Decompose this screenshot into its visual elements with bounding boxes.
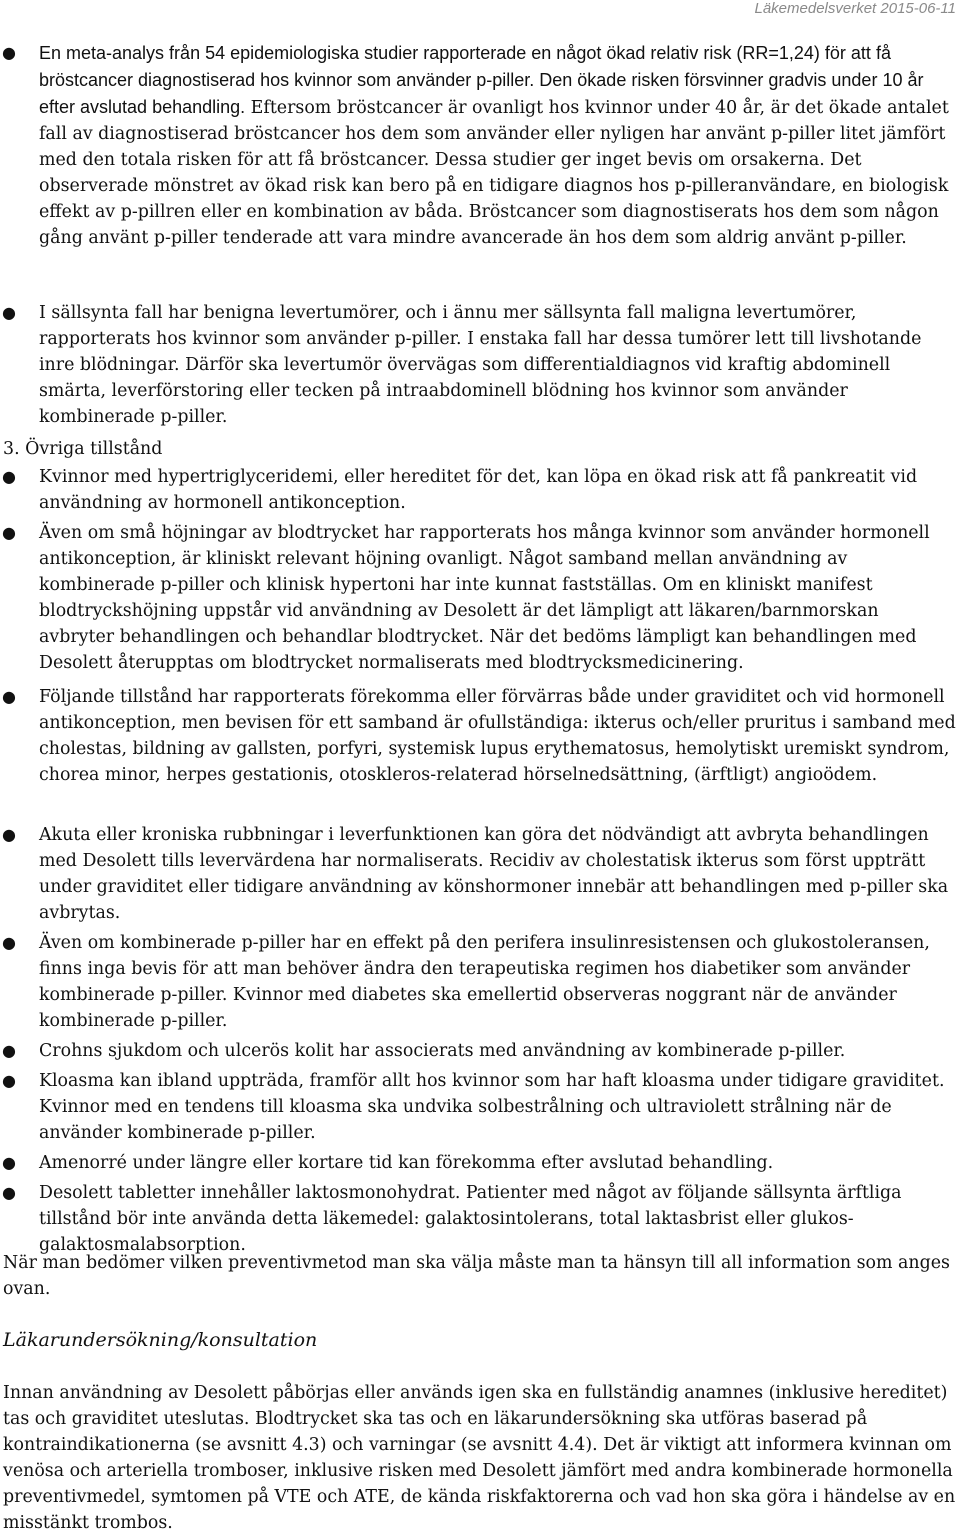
bullet-icon: ● (2, 825, 16, 844)
list-item-text: Även om kombinerade p-piller har en effekt på den perifera insulinresistensen och glukostoleransen, finns inga bevis för att man behöver ändra den terapeutiska regimen hos diabetiker som använder kombinerade p-piller. Kvinnor med diabetes ska emellertid observeras noggrant när de använder kombinerade p-piller. (39, 933, 930, 1031)
bullet-icon: ● (2, 467, 16, 486)
list-item (0, 1068, 960, 1146)
list-item-text-part: En meta-analys från 54 epidemiologiska studier rapporterade en något ökad relativ risk (RR=1,24) för att få bröstcancer diagnostiserad hos kvinnor som använder p-piller. Den ökade risken försvinner gradvis under 10 år efter avslutad behandling. (39, 43, 924, 117)
list-item-text-part: Det observerade mönstret av ökad risk kan bero på en tidigare diagnos hos p-pilleranvändare, en biologisk effekt av p-pillren eller en kombination av båda. Bröstcancer som diagnostiserats hos dem som någon gång använt p-piller tenderade att vara mindre avancerade än hos dem som aldrig använt p-piller. (39, 150, 949, 248)
list-item-text: Amenorré under längre eller kortare tid kan förekomma efter avslutad behandling. (39, 1153, 774, 1173)
list-item-text: I sällsynta fall har benigna levertumörer, och i ännu mer sällsynta fall maligna levertumörer, rapporterats hos kvinnor som använder p-piller. I enstaka fall har dessa tumörer lett till livshotande inre blödningar. Därför ska levertumör övervägas som differentialdiagnos vid kraftig abdominell smärta, leverförstoring eller tecken på intraabdominell blödning hos kvinnor som använder kombinerade p-piller. (39, 303, 922, 427)
list-item (0, 1180, 960, 1258)
list-item-text: Följande tillstånd har rapporterats förekomma eller förvärras både under graviditet och vid hormonell antikonception, men bevisen för ett samband är ofullständiga: ikterus och/eller pruritus i samband med cholestas, bildning av gallsten, porfyri, systemisk lupus erythematosus, hemolytiskt uremiskt syndrom, chorea minor, herpes gestationis, otoskleros-relaterad hörselnedsättning, (ärftligt) angioödem. (39, 687, 956, 785)
list-item (0, 822, 960, 926)
bullet-icon: ● (2, 523, 16, 542)
exam-paragraph: Innan användning av Desolett påbörjas eller används igen ska en fullständig anamnes (inklusive hereditet) tas och graviditet uteslutas. Blodtrycket ska tas och en läkarundersökning ska utföras baserad på kontraindikationerna (se avsnitt 4.3) och varningar (se avsnitt 4.4). Det är viktigt att informera kvinnan om venösa och arteriella tromboser, inklusive risken med Desolett jämfört med andra kombinerade hormonella preventivmedel, symtomen på VTE och ATE, de kända riskfaktorerna och vad hon ska göra i händelse av en misstänkt trombos. (3, 1383, 956, 1533)
list-item (0, 40, 960, 300)
list-item-text: Akuta eller kroniska rubbningar i leverfunktionen kan göra det nödvändigt att avbryta behandlingen med Desolett tills levervärdena har normaliserats. Recidiv av cholestatisk ikterus som först uppträtt under graviditet eller tidigare användning av könshormoner innebär att behandlingen med p-piller ska avbrytas. (39, 825, 949, 923)
list-item-text-part: Eftersom bröstcancer är ovanligt hos kvinnor under 40 år, är det ökade antalet fall av diagnostiserad bröstcancer hos dem som använder eller nyligen har använt p-piller litet jämfört med den totala risken för att få bröstcancer. Dessa studier ger inget bevis om orsakerna. (39, 98, 949, 170)
list-item-text: Kvinnor med hypertriglyceridemi, eller hereditet för det, kan löpa en ökad risk att få pankreatit vid användning av hormonell antikonception. (39, 467, 918, 513)
bullet-icon: ● (2, 43, 16, 62)
page-header-date: Läkemedelsverket 2015-06-11 (754, 0, 956, 17)
list-item (0, 520, 960, 680)
bullet-list-other-conditions (0, 464, 960, 1258)
list-item (0, 930, 960, 1034)
bullet-icon: ● (2, 303, 16, 322)
list-item (0, 684, 960, 818)
section-title-exam: Läkarundersökning/konsultation (3, 1329, 318, 1351)
bullet-list-risks (0, 40, 960, 430)
list-item (0, 464, 960, 516)
list-item (0, 1038, 960, 1064)
bullet-icon: ● (2, 933, 16, 952)
bullet-icon: ● (2, 687, 16, 706)
bullet-icon: ● (2, 1183, 16, 1202)
list-item-text: Crohns sjukdom och ulcerös kolit har associerats med användning av kombinerade p-piller. (39, 1041, 846, 1061)
bullet-icon: ● (2, 1153, 16, 1172)
list-item-text: Desolett tabletter innehåller laktosmonohydrat. Patienter med något av följande sällsynta ärftliga tillstånd bör inte använda detta läkemedel: galaktosintolerans, total laktasbrist eller glukos-galaktosmalabsorption. (39, 1183, 902, 1255)
bullet-icon: ● (2, 1041, 16, 1060)
list-item (0, 1150, 960, 1176)
section-heading: 3. Övriga tillstånd (3, 439, 163, 459)
list-item-text: Även om små höjningar av blodtrycket har rapporterats hos många kvinnor som använder hormonell antikonception, är kliniskt relevant höjning ovanligt. Något samband mellan användning av kombinerade p-piller och klinisk hypertoni har inte kunnat fastställas. Om en kliniskt manifest blodtryckshöjning uppstår vid användning av Desolett är det lämpligt att läkaren/barnmorskan avbryter behandlingen och behandlar blodtrycket. När det bedöms lämpligt kan behandlingen med Desolett återupptas om blodtrycket normaliserats med blodtrycksmedicinering. (39, 523, 930, 673)
list-item (0, 300, 960, 430)
bullet-icon: ● (2, 1071, 16, 1090)
closing-paragraph: När man bedömer vilken preventivmetod man ska välja måste man ta hänsyn till all information som anges ovan. (3, 1253, 950, 1299)
list-item-text: Kloasma kan ibland uppträda, framför allt hos kvinnor som har haft kloasma under tidigare graviditet. Kvinnor med en tendens till kloasma ska undvika solbestrålning och ultraviolett strålning när de använder kombinerade p-piller. (39, 1071, 945, 1143)
